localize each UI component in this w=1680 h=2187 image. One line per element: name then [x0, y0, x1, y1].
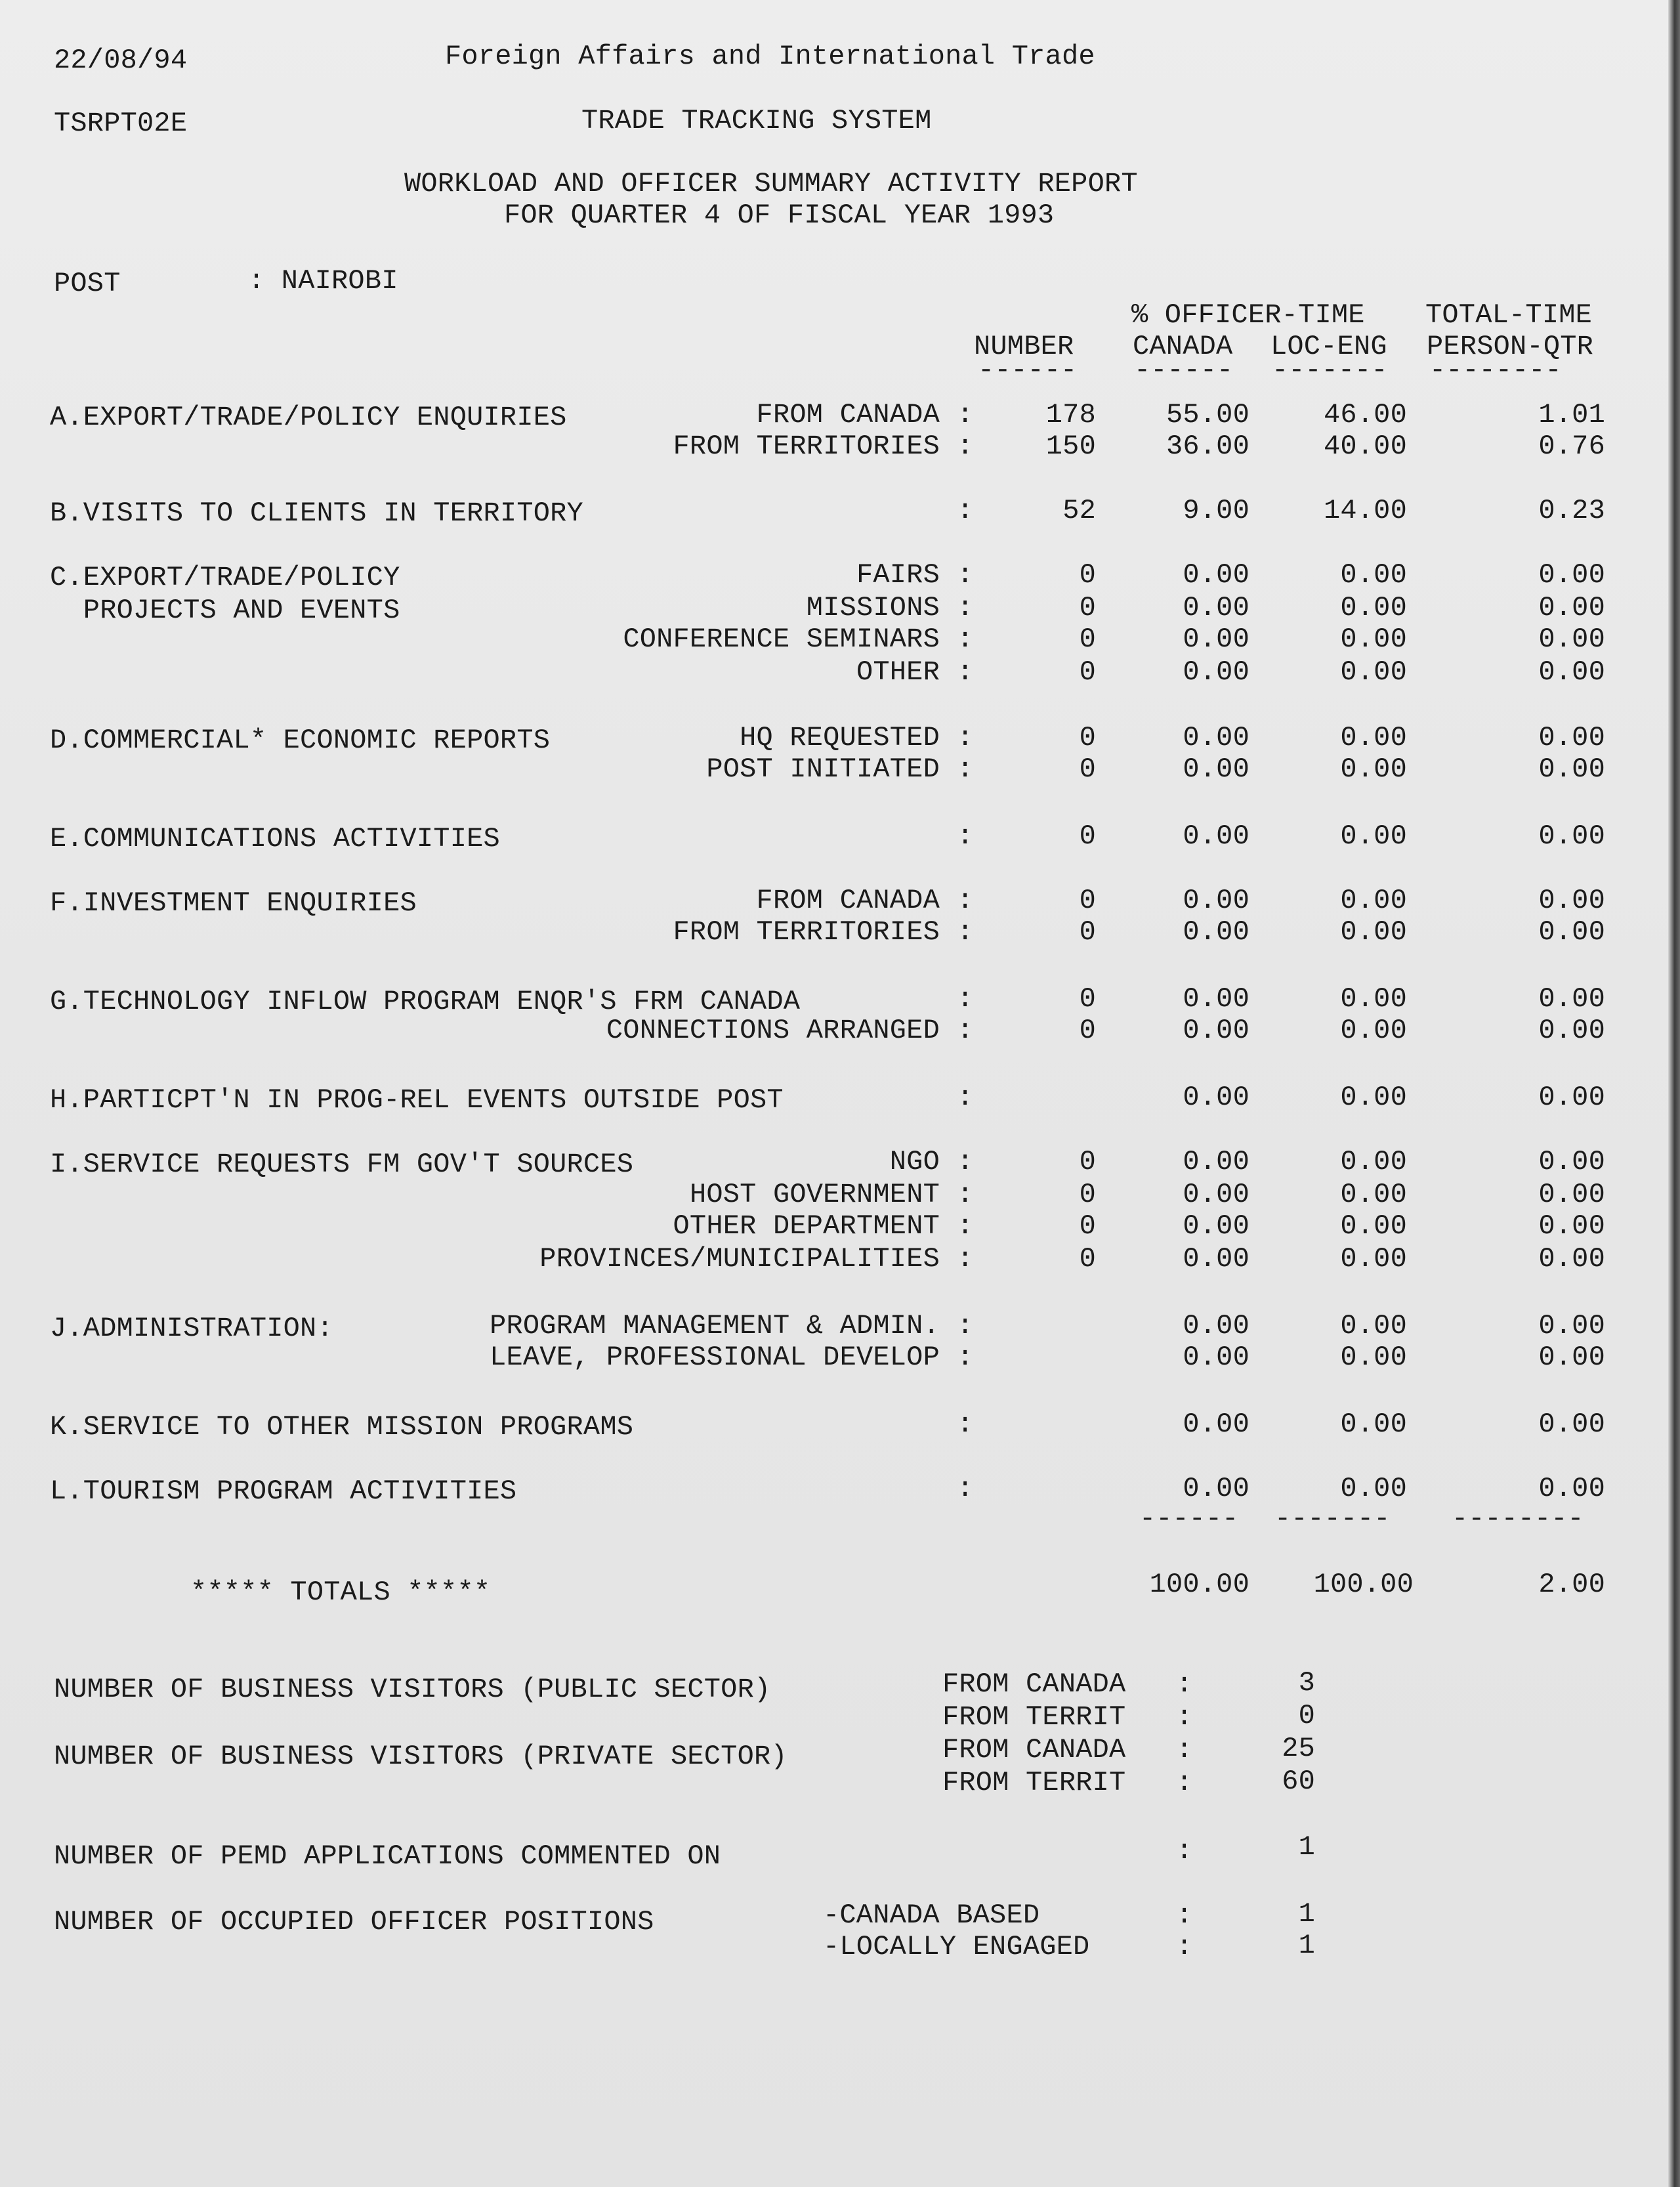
- row-person-qtr: 1.01: [1538, 399, 1605, 431]
- system-name: TRADE TRACKING SYSTEM: [581, 105, 932, 137]
- visitors-private-from-canada: FROM CANADA: [942, 1734, 1126, 1766]
- row-number: 0: [1079, 722, 1096, 754]
- header-canada: CANADA: [1133, 331, 1233, 362]
- visitors-private-label: NUMBER OF BUSINESS VISITORS (PRIVATE SECTOR): [54, 1741, 788, 1772]
- positions-label: NUMBER OF OCCUPIED OFFICER POSITIONS: [54, 1906, 654, 1938]
- row-person-qtr: 0.00: [1538, 1082, 1605, 1113]
- pemd-value: 1: [1298, 1831, 1315, 1863]
- positions-local-label: -LOCALLY ENGAGED: [823, 1931, 1090, 1963]
- visitors-public-label: NUMBER OF BUSINESS VISITORS (PUBLIC SECTOR): [54, 1674, 771, 1705]
- visitors-private-canada-value: 25: [1282, 1733, 1315, 1764]
- header-dash-loc: -------: [1272, 354, 1388, 386]
- row-canada-pct: 0.00: [1183, 1409, 1250, 1440]
- row-loc-eng-pct: 0.00: [1340, 754, 1407, 785]
- row-canada-pct: 55.00: [1166, 399, 1250, 431]
- row-person-qtr: 0.00: [1538, 820, 1605, 852]
- header-dash-number: ------: [978, 354, 1078, 386]
- row-loc-eng-pct: 0.00: [1340, 820, 1407, 852]
- row-canada-pct: 0.00: [1183, 885, 1250, 916]
- row-loc-eng-pct: 0.00: [1340, 722, 1407, 754]
- visitors-public-from-canada: FROM CANADA: [942, 1668, 1126, 1700]
- report-title-line1: WORKLOAD AND OFFICER SUMMARY ACTIVITY REPORT: [404, 168, 1138, 200]
- row-subcategory: CONFERENCE SEMINARS: [623, 624, 940, 655]
- row-person-qtr: 0.00: [1538, 1179, 1605, 1210]
- row-canada-pct: 0.00: [1183, 624, 1250, 655]
- row-number: 0: [1079, 1179, 1096, 1210]
- row-number: 0: [1079, 592, 1096, 624]
- row-category: D.COMMERCIAL* ECONOMIC REPORTS: [50, 725, 551, 756]
- post-label: POST: [54, 268, 121, 299]
- row-subcategory: FROM CANADA: [756, 399, 940, 431]
- totals-canada: 100.00: [1149, 1569, 1250, 1600]
- positions-local-colon: :: [1176, 1931, 1193, 1963]
- row-number: 0: [1079, 754, 1096, 785]
- row-subcategory: MISSIONS: [806, 592, 940, 624]
- row-colon: :: [957, 1409, 974, 1440]
- row-loc-eng-pct: 40.00: [1323, 431, 1407, 462]
- row-number: 0: [1079, 1210, 1096, 1242]
- row-canada-pct: 0.00: [1183, 1243, 1250, 1275]
- report-date: 22/08/94: [54, 45, 188, 76]
- header-person-qtr: PERSON-QTR: [1427, 331, 1594, 362]
- post-value: : NAIROBI: [248, 265, 398, 297]
- row-category: G.TECHNOLOGY INFLOW PROGRAM ENQR'S FRM CANADA: [50, 986, 801, 1017]
- row-canada-pct: 0.00: [1183, 820, 1250, 852]
- totals-label: ***** TOTALS *****: [190, 1577, 491, 1608]
- positions-local-value: 1: [1298, 1930, 1315, 1961]
- row-number: 178: [1045, 399, 1096, 431]
- positions-canada-colon: :: [1176, 1900, 1193, 1931]
- row-loc-eng-pct: 0.00: [1340, 1082, 1407, 1113]
- row-category: A.EXPORT/TRADE/POLICY ENQUIRIES: [50, 402, 567, 433]
- row-canada-pct: 0.00: [1183, 722, 1250, 754]
- row-colon: :: [957, 1310, 974, 1342]
- visitors-public-canada-colon: :: [1176, 1668, 1193, 1700]
- row-loc-eng-pct: 0.00: [1340, 592, 1407, 624]
- visitors-public-canada-value: 3: [1298, 1667, 1315, 1699]
- row-person-qtr: 0.00: [1538, 1015, 1605, 1046]
- row-number: 0: [1079, 916, 1096, 948]
- row-person-qtr: 0.00: [1538, 1473, 1605, 1504]
- row-loc-eng-pct: 0.00: [1340, 1310, 1407, 1342]
- row-canada-pct: 0.00: [1183, 656, 1250, 688]
- row-number: 52: [1062, 495, 1096, 526]
- row-canada-pct: 0.00: [1183, 1473, 1250, 1504]
- row-number: 0: [1079, 559, 1096, 591]
- row-colon: :: [957, 722, 974, 754]
- row-category: F.INVESTMENT ENQUIRIES: [50, 887, 417, 919]
- row-person-qtr: 0.00: [1538, 983, 1605, 1015]
- row-person-qtr: 0.00: [1538, 1146, 1605, 1178]
- visitors-public-territ-colon: :: [1176, 1701, 1193, 1733]
- visitors-private-from-territ: FROM TERRIT: [942, 1767, 1126, 1798]
- row-canada-pct: 0.00: [1183, 559, 1250, 591]
- row-colon: :: [957, 1342, 974, 1373]
- row-number: 0: [1079, 1146, 1096, 1178]
- row-loc-eng-pct: 0.00: [1340, 624, 1407, 655]
- row-colon: :: [957, 1243, 974, 1275]
- row-loc-eng-pct: 0.00: [1340, 1473, 1407, 1504]
- row-colon: :: [957, 754, 974, 785]
- row-number: 0: [1079, 624, 1096, 655]
- row-canada-pct: 0.00: [1183, 592, 1250, 624]
- row-person-qtr: 0.00: [1538, 656, 1605, 688]
- row-person-qtr: 0.00: [1538, 592, 1605, 624]
- row-loc-eng-pct: 0.00: [1340, 1146, 1407, 1178]
- header-dash-person: --------: [1429, 354, 1562, 386]
- row-canada-pct: 0.00: [1183, 1210, 1250, 1242]
- row-subcategory: NGO: [889, 1146, 940, 1178]
- row-canada-pct: 36.00: [1166, 431, 1250, 462]
- row-loc-eng-pct: 0.00: [1340, 916, 1407, 948]
- header-loc-eng: LOC-ENG: [1270, 331, 1387, 362]
- row-subcategory: CONNECTIONS ARRANGED: [606, 1015, 940, 1046]
- row-person-qtr: 0.00: [1538, 754, 1605, 785]
- row-subcategory: OTHER: [856, 656, 940, 688]
- visitors-private-territ-colon: :: [1176, 1767, 1193, 1798]
- row-category: I.SERVICE REQUESTS FM GOV'T SOURCES: [50, 1149, 634, 1180]
- row-person-qtr: 0.23: [1538, 495, 1605, 526]
- totals-dash-person: --------: [1452, 1503, 1584, 1535]
- row-canada-pct: 0.00: [1183, 1015, 1250, 1046]
- visitors-public-territ-value: 0: [1298, 1700, 1315, 1731]
- row-colon: :: [957, 1082, 974, 1113]
- row-loc-eng-pct: 0.00: [1340, 983, 1407, 1015]
- row-canada-pct: 0.00: [1183, 1179, 1250, 1210]
- header-officer-time: % OFFICER-TIME: [1131, 299, 1365, 331]
- row-number: 0: [1079, 885, 1096, 916]
- row-person-qtr: 0.00: [1538, 1310, 1605, 1342]
- row-person-qtr: 0.00: [1538, 1243, 1605, 1275]
- pemd-colon: :: [1176, 1835, 1193, 1867]
- row-colon: :: [957, 1179, 974, 1210]
- row-loc-eng-pct: 0.00: [1340, 656, 1407, 688]
- row-canada-pct: 0.00: [1183, 1310, 1250, 1342]
- row-colon: :: [957, 1015, 974, 1046]
- report-title-line2: FOR QUARTER 4 OF FISCAL YEAR 1993: [504, 200, 1055, 231]
- positions-canada-value: 1: [1298, 1898, 1315, 1930]
- row-category: H.PARTICPT'N IN PROG-REL EVENTS OUTSIDE POST: [50, 1084, 784, 1116]
- row-subcategory: PROVINCES/MUNICIPALITIES: [539, 1243, 940, 1275]
- row-canada-pct: 0.00: [1183, 1146, 1250, 1178]
- row-subcategory: PROGRAM MANAGEMENT & ADMIN.: [490, 1310, 940, 1342]
- row-subcategory: FAIRS: [856, 559, 940, 591]
- row-canada-pct: 0.00: [1183, 754, 1250, 785]
- row-canada-pct: 0.00: [1183, 916, 1250, 948]
- report-code: TSRPT02E: [54, 108, 188, 139]
- row-colon: :: [957, 559, 974, 591]
- row-colon: :: [957, 431, 974, 462]
- row-person-qtr: 0.00: [1538, 1342, 1605, 1373]
- row-person-qtr: 0.00: [1538, 1210, 1605, 1242]
- totals-loc: 100.00: [1313, 1569, 1414, 1600]
- visitors-private-territ-value: 60: [1282, 1766, 1315, 1797]
- row-number: 0: [1079, 983, 1096, 1015]
- positions-canada-label: -CANADA BASED: [823, 1900, 1040, 1931]
- row-number: 0: [1079, 820, 1096, 852]
- row-person-qtr: 0.00: [1538, 559, 1605, 591]
- row-loc-eng-pct: 0.00: [1340, 885, 1407, 916]
- row-colon: :: [957, 656, 974, 688]
- row-person-qtr: 0.00: [1538, 722, 1605, 754]
- row-colon: :: [957, 820, 974, 852]
- row-canada-pct: 9.00: [1183, 495, 1250, 526]
- row-number: 0: [1079, 1243, 1096, 1275]
- row-category: L.TOURISM PROGRAM ACTIVITIES: [50, 1476, 517, 1507]
- row-loc-eng-pct: 0.00: [1340, 1210, 1407, 1242]
- page-edge-shadow: [1668, 0, 1680, 2187]
- row-subcategory: OTHER DEPARTMENT: [673, 1210, 940, 1242]
- row-colon: :: [957, 1473, 974, 1504]
- row-subcategory: HQ REQUESTED: [740, 722, 940, 754]
- row-person-qtr: 0.00: [1538, 885, 1605, 916]
- row-loc-eng-pct: 46.00: [1323, 399, 1407, 431]
- row-loc-eng-pct: 0.00: [1340, 1243, 1407, 1275]
- row-colon: :: [957, 885, 974, 916]
- row-colon: :: [957, 1210, 974, 1242]
- header-number: NUMBER: [974, 331, 1074, 362]
- row-category: PROJECTS AND EVENTS: [50, 595, 400, 626]
- row-subcategory: FROM TERRITORIES: [673, 431, 940, 462]
- totals-person: 2.00: [1538, 1569, 1605, 1600]
- row-subcategory: HOST GOVERNMENT: [689, 1179, 940, 1210]
- row-person-qtr: 0.00: [1538, 916, 1605, 948]
- row-category: B.VISITS TO CLIENTS IN TERRITORY: [50, 498, 583, 529]
- header-total-time: TOTAL-TIME: [1425, 299, 1593, 331]
- pemd-label: NUMBER OF PEMD APPLICATIONS COMMENTED ON: [54, 1840, 721, 1872]
- row-person-qtr: 0.76: [1538, 431, 1605, 462]
- row-loc-eng-pct: 0.00: [1340, 1015, 1407, 1046]
- row-category: C.EXPORT/TRADE/POLICY: [50, 562, 400, 593]
- row-colon: :: [957, 624, 974, 655]
- row-canada-pct: 0.00: [1183, 983, 1250, 1015]
- row-colon: :: [957, 983, 974, 1015]
- row-subcategory: FROM CANADA: [756, 885, 940, 916]
- row-person-qtr: 0.00: [1538, 624, 1605, 655]
- header-dash-canada: ------: [1134, 354, 1234, 386]
- row-colon: :: [957, 495, 974, 526]
- row-colon: :: [957, 1146, 974, 1178]
- row-loc-eng-pct: 14.00: [1323, 495, 1407, 526]
- totals-dash-canada: ------: [1139, 1503, 1239, 1535]
- row-category: K.SERVICE TO OTHER MISSION PROGRAMS: [50, 1411, 634, 1443]
- visitors-public-from-territ: FROM TERRIT: [942, 1701, 1126, 1733]
- row-colon: :: [957, 399, 974, 431]
- row-subcategory: POST INITIATED: [706, 754, 940, 785]
- row-category: J.ADMINISTRATION:: [50, 1313, 333, 1344]
- row-subcategory: LEAVE, PROFESSIONAL DEVELOP: [490, 1342, 940, 1373]
- row-loc-eng-pct: 0.00: [1340, 1409, 1407, 1440]
- row-category: E.COMMUNICATIONS ACTIVITIES: [50, 823, 500, 855]
- row-canada-pct: 0.00: [1183, 1082, 1250, 1113]
- row-subcategory: FROM TERRITORIES: [673, 916, 940, 948]
- row-number: 0: [1079, 1015, 1096, 1046]
- visitors-private-canada-colon: :: [1176, 1734, 1193, 1766]
- department-name: Foreign Affairs and International Trade: [445, 41, 1095, 72]
- row-loc-eng-pct: 0.00: [1340, 1179, 1407, 1210]
- row-colon: :: [957, 592, 974, 624]
- row-loc-eng-pct: 0.00: [1340, 1342, 1407, 1373]
- row-person-qtr: 0.00: [1538, 1409, 1605, 1440]
- row-canada-pct: 0.00: [1183, 1342, 1250, 1373]
- row-colon: :: [957, 916, 974, 948]
- row-loc-eng-pct: 0.00: [1340, 559, 1407, 591]
- totals-dash-loc: -------: [1274, 1503, 1391, 1535]
- row-number: 150: [1045, 431, 1096, 462]
- row-number: 0: [1079, 656, 1096, 688]
